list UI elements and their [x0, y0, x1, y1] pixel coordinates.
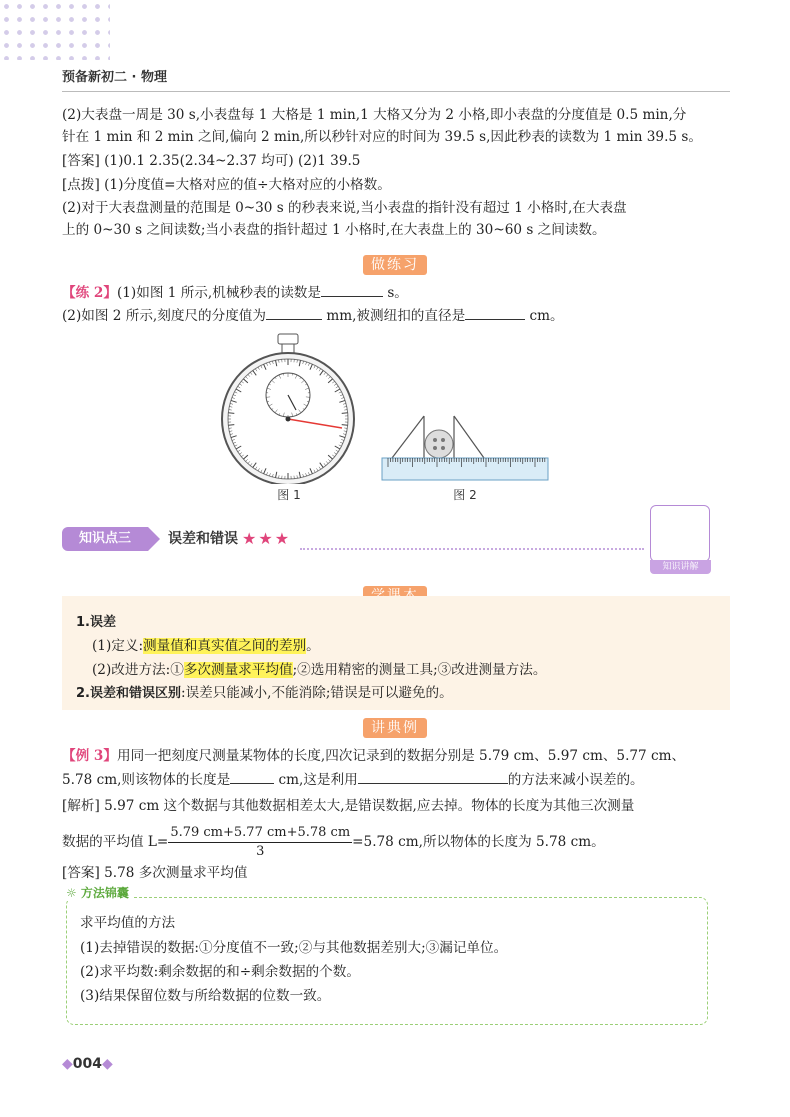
knowledge-point-arrow — [148, 527, 160, 551]
header-divider — [62, 91, 730, 92]
figure2-caption: 图 2 — [453, 488, 477, 502]
fraction-denominator: 3 — [256, 844, 265, 859]
example-q2-mid: cm,这是利用 — [278, 772, 358, 788]
practice-q1-text: (1)如图 1 所示,机械秒表的读数是 — [116, 285, 321, 301]
example-pill: 讲典例 — [363, 718, 427, 738]
answer-blank-ex2[interactable] — [358, 769, 508, 784]
def-prefix: (1)定义: — [92, 638, 144, 654]
method-tag: ☼ 方法锦囊 — [66, 884, 133, 901]
page-number-text: 004 — [72, 1056, 103, 1072]
example-q2-post: 的方法来减小误差的。 — [507, 772, 644, 788]
imp-prefix: (2)改进方法:① — [92, 662, 184, 678]
ruler-figure — [380, 410, 550, 484]
practice-q1-unit: s。 — [387, 285, 408, 301]
imp-suffix: ;②选用精密的测量工具;③改进测量方法。 — [292, 662, 547, 678]
method-item-2: (2)求平均数:剩余数据的和÷剩余数据的个数。 — [80, 964, 360, 980]
page-dot-left: ◆ — [62, 1056, 73, 1072]
def-highlight: 测量值和真实值之间的差别 — [143, 638, 307, 654]
difficulty-stars: ★★★ — [242, 529, 292, 548]
example-q2-pre: 5.78 cm,则该物体的长度是 — [62, 772, 231, 788]
practice-q2-unit: cm。 — [529, 308, 564, 324]
method-item-1: (1)去掉错误的数据:①分度值不一致;②与其他数据差别大;③漏记单位。 — [80, 940, 508, 956]
learn-heading2 — [76, 682, 744, 705]
video-qr-code[interactable] — [650, 505, 710, 562]
prev-tip2: (2)对于大表盘测量的范围是 0~30 s 的秒表来说,当小表盘的指针没有超过 1 小格时,在大表盘 — [62, 200, 627, 216]
prev-analysis-line1: (2)大表盘一周是 30 s,小表盘每 1 大格是 1 min,1 大格又分为 2 小格,即小表盘的分度值是 0.5 min,分 — [62, 107, 687, 123]
example-q-line1 — [62, 745, 730, 767]
h2-label: 2.误差和错误区别 — [76, 686, 181, 701]
analysis2-post: =5.78 cm,所以物体的长度为 5.78 cm。 — [352, 834, 605, 850]
practice-pill: 做练习 — [363, 255, 427, 275]
prev-answer: [答案] (1)0.1 2.35(2.34~2.37 均可) (2)1 39.5 — [62, 153, 361, 169]
example-q-line2 — [62, 769, 730, 791]
def-suffix: 。 — [306, 638, 320, 654]
method-item-3: (3)结果保留位数与所给数据的位数一致。 — [80, 988, 331, 1004]
answer-blank-q1[interactable] — [321, 282, 383, 297]
knowledge-point-label: 知识点三 — [62, 527, 148, 551]
page-number — [62, 1056, 113, 1072]
knowledge-point-title: 误差和错误 — [168, 531, 238, 547]
average-fraction — [168, 824, 352, 861]
stopwatch-figure — [216, 332, 360, 484]
learn-heading1: 1.误差 — [76, 615, 116, 630]
fraction-numerator: 5.79 cm+5.77 cm+5.78 cm — [168, 824, 352, 843]
answer-blank-ex1[interactable] — [230, 769, 274, 784]
example-answer: [答案] 5.78 多次测量求平均值 — [62, 865, 248, 881]
figure1-caption: 图 1 — [277, 488, 301, 502]
prev-tip3: 上的 0~30 s 之间读数;当小表盘的指针超过 1 小格时,在大表盘上的 30~60 s 之间读数。 — [62, 222, 606, 238]
imp-highlight: 多次测量求平均值 — [183, 662, 293, 678]
decorative-dot-grid — [0, 0, 110, 60]
practice-q1 — [62, 282, 730, 304]
example-q1-text: 用同一把刻度尺测量某物体的长度,四次记录到的数据分别是 5.79 cm、5.97 cm、5.77 cm、 — [116, 748, 686, 764]
learn-definition — [92, 635, 760, 657]
method-title: 求平均值的方法 — [80, 915, 176, 931]
learn-improve — [92, 659, 760, 681]
page-dot-right: ◆ — [102, 1056, 113, 1072]
practice-q2-text: (2)如图 2 所示,刻度尺的分度值为 — [62, 308, 266, 324]
practice-label: 【练 2】 — [62, 285, 117, 301]
example-pill-wrap — [0, 717, 790, 737]
practice-q2 — [62, 305, 730, 327]
answer-blank-q2b[interactable] — [465, 305, 525, 320]
h2-rest: :误差只能减小,不能消除;错误是可以避免的。 — [180, 685, 453, 701]
example-analysis2 — [62, 822, 730, 862]
answer-blank-q2a[interactable] — [266, 305, 322, 320]
practice-pill-wrap — [0, 254, 790, 274]
qr-label: 知识讲解 — [650, 560, 711, 574]
page-header: 预备新初二 · 物理 — [62, 70, 167, 85]
example-label: 【例 3】 — [62, 748, 117, 764]
prev-analysis-line2: 针在 1 min 和 2 min 之间,偏向 2 min,所以秒针对应的时间为 39.5 s,因此秒表的读数为 1 min 39.5 s。 — [62, 129, 702, 145]
example-analysis1: [解析] 5.97 cm 这个数据与其他数据相差太大,是错误数据,应去掉。物体的长度为其他三次测量 — [62, 798, 635, 814]
dotted-divider — [300, 548, 644, 550]
prev-tip1: [点拨] (1)分度值=大格对应的值÷大格对应的小格数。 — [62, 177, 391, 193]
analysis2-pre: 数据的平均值 L= — [62, 834, 169, 850]
practice-q2-mid: mm,被测纽扣的直径是 — [326, 308, 466, 324]
